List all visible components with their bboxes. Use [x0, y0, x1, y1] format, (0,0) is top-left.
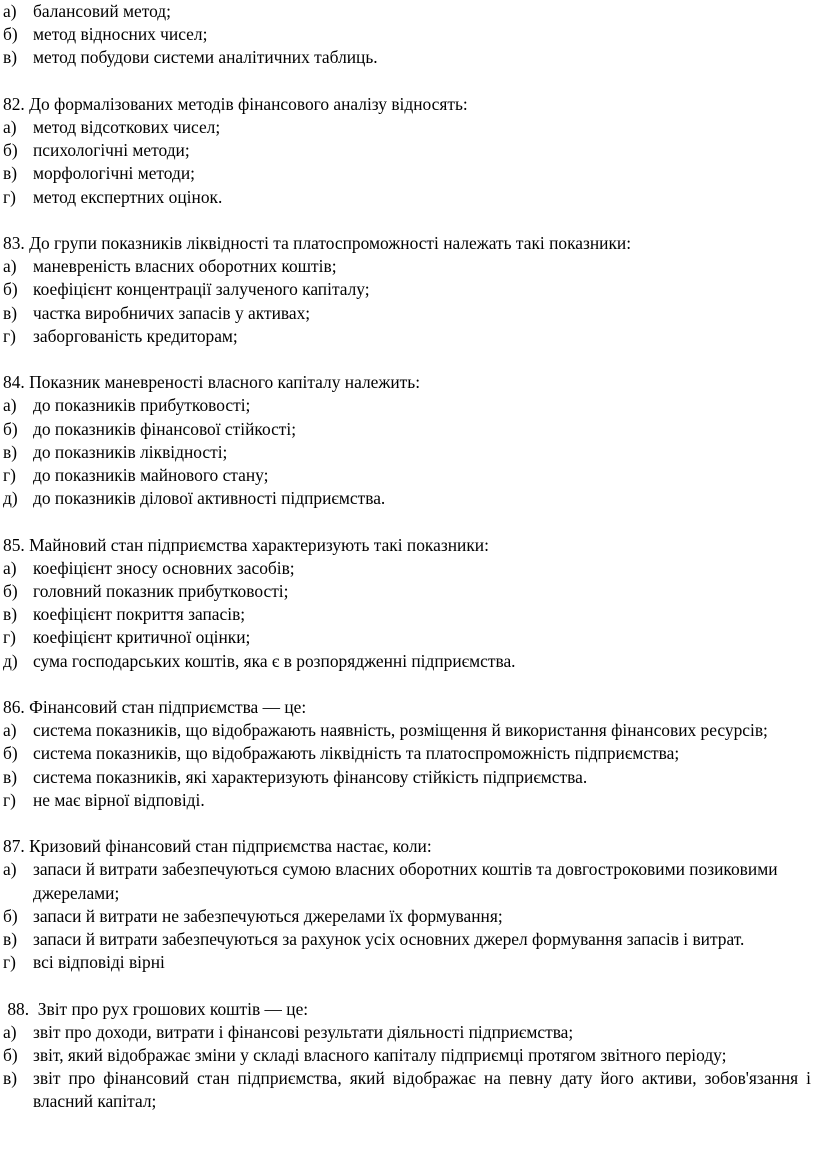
option-e — [3, 487, 811, 510]
option-text: запаси й витрати не забезпечуються джерелами їх формування; — [33, 905, 503, 926]
option-a — [3, 0, 811, 23]
option-text: система показників, що відображають наявність, розміщення й використання фінансових ресурсів; — [33, 720, 768, 741]
option-text: коефіцієнт зносу основних засобів; — [33, 557, 295, 578]
option-text: психологічні методи; — [33, 140, 190, 161]
option-label: б) — [3, 418, 18, 439]
option-text: частка виробничих запасів у активах; — [33, 302, 311, 323]
option-label: а) — [3, 1, 17, 21]
option-b — [3, 742, 811, 765]
option-text: система показників, які характеризують фінансову стійкість підприємства. — [33, 766, 588, 787]
option-c — [3, 1067, 811, 1113]
option-label: д) — [3, 650, 18, 671]
option-label: а) — [3, 117, 17, 137]
option-label: в) — [3, 302, 18, 323]
option-text: всі відповіді вірні — [33, 952, 165, 973]
option-text: метод відносних чисел; — [33, 24, 208, 45]
option-label: в) — [3, 604, 18, 625]
option-d — [3, 464, 811, 487]
question-82 — [3, 93, 811, 209]
option-text: метод експертних оцінок. — [33, 186, 223, 207]
option-label: а) — [3, 1021, 17, 1042]
spacer — [3, 812, 811, 835]
option-text: сума господарських коштів, яка є в розпорядженні підприємства. — [33, 650, 516, 671]
option-b — [3, 580, 811, 603]
option-label: а) — [3, 720, 17, 741]
option-text: коефіцієнт концентрації залученого капіталу; — [33, 279, 370, 300]
option-c — [3, 162, 811, 185]
spacer — [3, 348, 811, 371]
option-text: запаси й витрати забезпечуються сумою власних оборотних коштів та довгостроковими позиковими джерелами; — [33, 859, 778, 903]
option-text: метод побудови системи аналітичних таблиць. — [33, 47, 378, 68]
option-a — [3, 116, 811, 139]
option-text: звіт про доходи, витрати і фінансові результати діяльності підприємства; — [33, 1021, 574, 1042]
option-text: запаси й витрати забезпечуються за рахунок усіх основних джерел формування запасів і витрат. — [33, 929, 745, 950]
document-page — [3, 0, 811, 1114]
option-label: б) — [3, 581, 18, 602]
option-a — [3, 394, 811, 417]
option-e — [3, 650, 811, 673]
option-label: в) — [3, 163, 18, 184]
option-b — [3, 139, 811, 162]
question-title: 86. Фінансовий стан підприємства — це: — [3, 697, 307, 718]
option-b — [3, 278, 811, 301]
option-d — [3, 186, 811, 209]
option-label: а) — [3, 395, 17, 416]
option-label: а) — [3, 557, 17, 578]
option-text: до показників ділової активності підприємства. — [33, 488, 386, 509]
question-title: 85. Майновий стан підприємства характеризують такі показники: — [3, 534, 489, 555]
option-label: д) — [3, 488, 18, 509]
question-81-continuation — [3, 0, 811, 70]
option-b — [3, 1044, 811, 1067]
option-text: маневреність власних оборотних коштів; — [33, 256, 337, 277]
question-83 — [3, 232, 811, 348]
option-d — [3, 626, 811, 649]
option-label: б) — [3, 1045, 18, 1066]
option-text: до показників майнового стану; — [33, 465, 269, 486]
option-label: г) — [3, 325, 16, 346]
option-label: г) — [3, 952, 16, 973]
question-title: 88. Звіт про рух грошових коштів — це: — [3, 998, 309, 1019]
option-label: а) — [3, 256, 17, 277]
option-label: г) — [3, 627, 16, 648]
question-88 — [3, 998, 811, 1114]
option-a — [3, 557, 811, 580]
spacer — [3, 510, 811, 533]
option-b — [3, 905, 811, 928]
option-c — [3, 46, 811, 69]
option-c — [3, 441, 811, 464]
option-text: морфологічні методи; — [33, 163, 195, 184]
option-text: балансовий метод; — [33, 1, 171, 21]
option-d — [3, 951, 811, 974]
option-label: в) — [3, 47, 18, 68]
option-a — [3, 858, 811, 904]
option-text: заборгованість кредиторам; — [33, 325, 238, 346]
option-text: до показників ліквідності; — [33, 441, 228, 462]
question-title: 84. Показник маневреності власного капіталу належить: — [3, 372, 421, 393]
option-c — [3, 766, 811, 789]
option-a — [3, 255, 811, 278]
option-c — [3, 928, 811, 951]
option-text: коефіцієнт критичної оцінки; — [33, 627, 251, 648]
option-label: б) — [3, 140, 18, 161]
option-label: в) — [3, 766, 18, 787]
option-label: г) — [3, 186, 16, 207]
option-d — [3, 325, 811, 348]
question-84 — [3, 371, 811, 510]
option-label: б) — [3, 279, 18, 300]
spacer — [3, 70, 811, 93]
option-d — [3, 789, 811, 812]
option-label: а) — [3, 859, 17, 880]
option-b — [3, 23, 811, 46]
option-text: коефіцієнт покриття запасів; — [33, 604, 246, 625]
option-a — [3, 719, 811, 742]
question-85 — [3, 534, 811, 673]
option-text: система показників, що відображають ліквідність та платоспроможність підприємства; — [33, 743, 680, 764]
spacer — [3, 974, 811, 997]
option-label: б) — [3, 24, 18, 45]
question-title: 82. До формалізованих методів фінансового аналізу відносять: — [3, 93, 468, 114]
option-text: до показників фінансової стійкості; — [33, 418, 297, 439]
option-c — [3, 302, 811, 325]
option-text: головний показник прибутковості; — [33, 581, 289, 602]
option-label: б) — [3, 743, 18, 764]
option-text: звіт, який відображає зміни у складі власного капіталу підприємці протягом звітного періоду; — [33, 1045, 727, 1066]
question-title: 83. До групи показників ліквідності та платоспроможності належать такі показники: — [3, 233, 632, 253]
option-text: звіт про фінансовий стан підприємства, який відображає на певну дату його активи, зобов'язання і власний капітал; — [33, 1068, 811, 1112]
option-label: в) — [3, 929, 18, 950]
question-87 — [3, 835, 811, 974]
option-b — [3, 418, 811, 441]
spacer — [3, 209, 811, 232]
option-text: не має вірної відповіді. — [33, 789, 205, 810]
option-c — [3, 603, 811, 626]
question-86 — [3, 696, 811, 812]
option-text: метод відсоткових чисел; — [33, 117, 221, 137]
option-label: г) — [3, 465, 16, 486]
option-text: до показників прибутковості; — [33, 395, 251, 416]
option-label: б) — [3, 905, 18, 926]
option-label: г) — [3, 789, 16, 810]
question-title: 87. Кризовий фінансовий стан підприємства настає, коли: — [3, 836, 432, 857]
option-a — [3, 1021, 811, 1044]
spacer — [3, 673, 811, 696]
option-label: в) — [3, 1068, 18, 1089]
option-label: в) — [3, 441, 18, 462]
